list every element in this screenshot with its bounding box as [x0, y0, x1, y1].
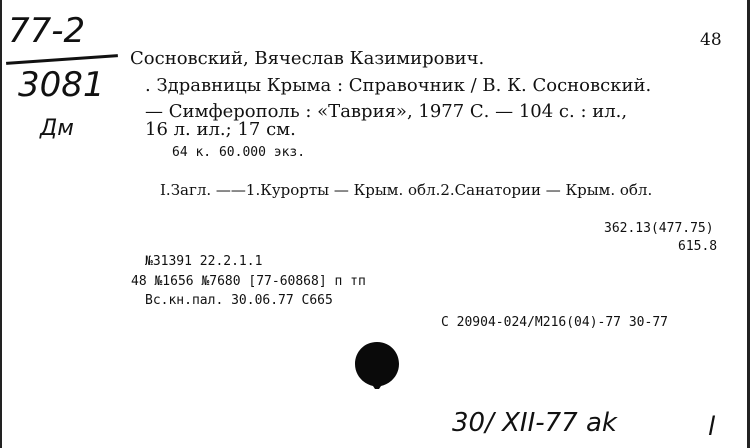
- corner-number: 48: [700, 30, 722, 50]
- title-line-1: . Здравницы Крыма : Справочник / В. К. Сосновский.: [145, 75, 652, 96]
- call-number-bottom: 3081: [18, 65, 105, 105]
- registry-line: 48 №1656 №7680 [77-60868] п тп: [131, 274, 366, 289]
- signed-line: Вс.кн.пал. 30.06.77 С665: [145, 293, 333, 308]
- udc-main: 362.13(477.75): [604, 221, 714, 236]
- price-line: 64 к. 60.000 экз.: [172, 145, 306, 160]
- call-number-divider: [6, 54, 118, 65]
- card-left-edge: [0, 0, 2, 448]
- bottom-right-mark: l: [708, 412, 716, 442]
- call-number-top: 77-2: [8, 11, 86, 51]
- subjects-line: I.Загл. ——1.Курорты — Крым. обл.2.Санатории — Крым. обл.: [160, 181, 653, 199]
- bottom-handwriting: 30/ XII-77 ak: [452, 408, 617, 438]
- record-number: №31391 22.2.1.1: [145, 254, 263, 269]
- title-line-2: — Симферополь : «Таврия», 1977 С. — 104 с. : ил.,: [145, 101, 628, 122]
- punch-hole-icon: [354, 340, 400, 390]
- author-heading: Сосновский, Вячеслав Казимирович.: [130, 48, 485, 69]
- udc-secondary: 615.8: [678, 239, 718, 254]
- bbk-line: С 20904-024/М216(04)-77 30-77: [441, 315, 668, 330]
- handwritten-mark: Дм: [40, 116, 74, 141]
- title-line-3: 16 л. ил.; 17 см.: [145, 119, 296, 140]
